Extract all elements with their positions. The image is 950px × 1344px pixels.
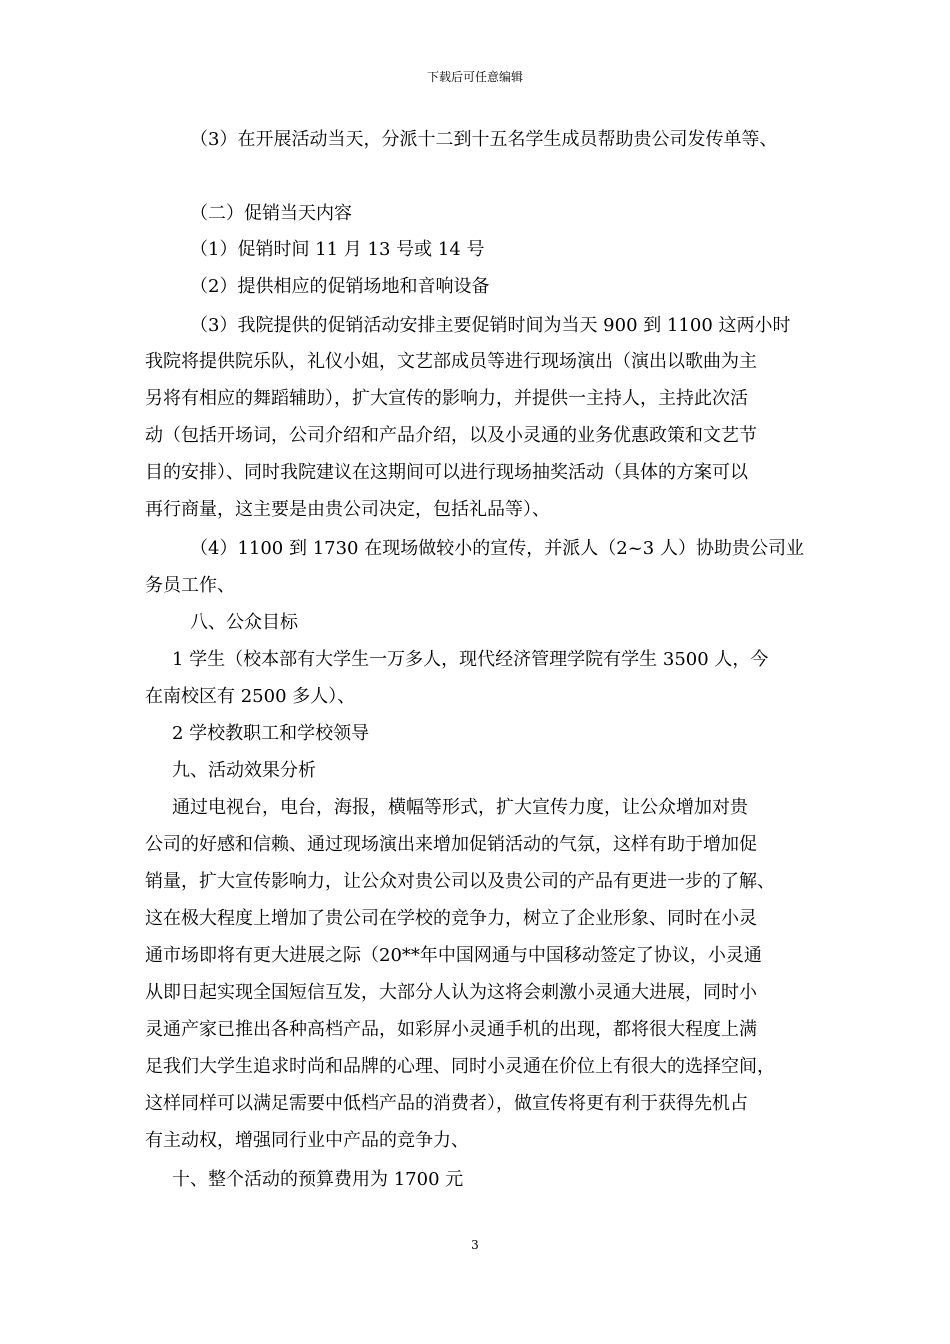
body-line: 灵通产家已推出各种高档产品，如彩屏小灵通手机的出现，都将很大程度上满: [145, 1019, 757, 1040]
body-line: 2 学校教职工和学校领导: [172, 723, 370, 744]
body-line: 我院将提供院乐队，礼仪小姐，文艺部成员等进行现场演出（演出以歌曲为主: [145, 351, 757, 372]
page-header: 下载后可任意编辑: [426, 70, 523, 84]
body-line: 有主动权，增强同行业中产品的竞争力、: [145, 1130, 469, 1151]
body-line: 从即日起实现全国短信互发，大部分人认为这将会刺激小灵通大进展，同时小: [145, 982, 757, 1003]
body-line: （2）提供相应的促销场地和音响设备: [190, 276, 490, 297]
body-line: 1 学生（校本部有大学生一万多人，现代经济管理学院有学生 3500 人，今: [172, 649, 769, 670]
body-line: 务员工作、: [145, 575, 235, 596]
page-number: 3: [471, 1238, 479, 1252]
body-line: 这样同样可以满足需要中低档产品的消费者），做宣传将更有利于获得先机占: [145, 1093, 748, 1114]
body-line: （3）在开展活动当天，分派十二到十五名学生成员帮助贵公司发传单等、: [190, 129, 778, 150]
body-line: 目的安排）、同时我院建议在这期间可以进行现场抽奖活动（具体的方案可以: [145, 462, 748, 483]
body-line: 另将有相应的舞蹈辅助），扩大宣传的影响力，并提供一主持人，主持此次活: [145, 388, 748, 409]
section-heading: （二）促销当天内容: [190, 203, 352, 224]
section-heading: 九、活动效果分析: [172, 760, 316, 781]
body-line: （3）我院提供的促销活动安排主要促销时间为当天 900 到 1100 这两小时: [190, 315, 791, 336]
body-line: 足我们大学生追求时尚和品牌的心理、同时小灵通在价位上有很大的选择空间，: [145, 1056, 775, 1077]
body-line: 公司的好感和信赖、通过现场演出来增加促销活动的气氛，这样有助于增加促: [145, 834, 757, 855]
body-line: 通市场即将有更大进展之际（20**年中国网通与中国移动签定了协议，小灵通: [145, 945, 762, 966]
body-line: 动（包括开场词，公司介绍和产品介绍，以及小灵通的业务优惠政策和文艺节: [145, 425, 757, 446]
body-line: 这在极大程度上增加了贵公司在学校的竞争力，树立了企业形象、同时在小灵: [145, 908, 757, 929]
body-line: 在南校区有 2500 多人）、: [145, 686, 356, 707]
body-line: （4）1100 到 1730 在现场做较小的宣传，并派人（2~3 人）协助贵公司业: [190, 538, 804, 559]
section-heading: 十、整个活动的预算费用为 1700 元: [172, 1169, 464, 1190]
body-line: 通过电视台，电台，海报，横幅等形式，扩大宣传力度，让公众增加对贵: [172, 797, 748, 818]
section-heading: 八、公众目标: [190, 612, 298, 633]
body-line: （1）促销时间 11 月 13 号或 14 号: [190, 239, 485, 260]
body-line: 销量，扩大宣传影响力，让公众对贵公司以及贵公司的产品有更进一步的了解、: [145, 871, 775, 892]
body-line: 再行商量，这主要是由贵公司决定，包括礼品等）、: [145, 499, 550, 520]
